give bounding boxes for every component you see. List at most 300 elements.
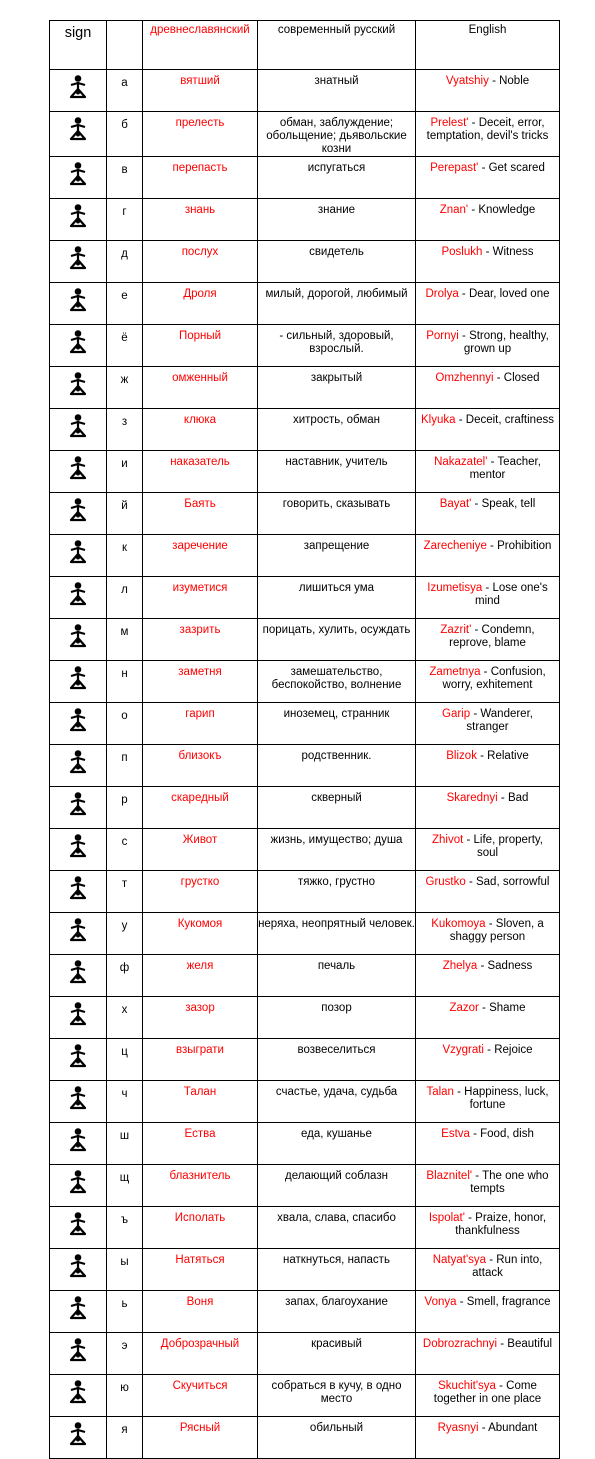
english-cell <box>416 493 560 535</box>
modern-russian-cell: жизнь, имущество; душа <box>258 829 416 871</box>
english-meaning: - Lose one's mind <box>475 582 548 607</box>
english-cell <box>416 157 560 199</box>
english-meaning: - Deceit, craftiness <box>455 414 554 426</box>
old-slavonic-cell: гарип <box>143 703 258 745</box>
table-row <box>50 409 560 451</box>
modern-russian-cell: родственник. <box>258 745 416 787</box>
old-slavonic-cell: Натяться <box>143 1249 258 1291</box>
english-meaning: - Confusion, worry, exhitement <box>442 666 546 691</box>
transliteration: Izumetisya <box>427 582 483 594</box>
english-cell <box>416 829 560 871</box>
modern-russian-cell: наткнуться, напасть <box>258 1249 416 1291</box>
transliteration: Natyat'sya <box>432 1254 487 1266</box>
glyph-zh-icon <box>50 371 106 397</box>
letter-cell: ь <box>107 1291 143 1333</box>
old-slavonic-cell: грустко <box>143 871 258 913</box>
table-row <box>50 283 560 325</box>
english-meaning: - Sadness <box>477 960 533 972</box>
transliteration: Drolya <box>425 288 459 300</box>
transliteration: Skarednyi <box>446 792 498 804</box>
transliteration: Pornyi <box>426 330 459 342</box>
glyph-kh-icon <box>50 1001 106 1027</box>
transliteration: Dobrozrachnyi <box>422 1338 498 1350</box>
english-meaning: - Sad, sorrowful <box>465 876 550 888</box>
glyph-b-icon <box>50 116 106 142</box>
english-cell <box>416 619 560 661</box>
letter-cell: э <box>107 1333 143 1375</box>
letter-cell: р <box>107 787 143 829</box>
modern-russian-cell: знание <box>258 199 416 241</box>
english-cell <box>416 787 560 829</box>
old-slavonic-cell: Исполать <box>143 1207 258 1249</box>
glyph-m-icon <box>50 623 106 649</box>
table-row <box>50 112 560 157</box>
english-meaning: - Food, dish <box>469 1128 534 1140</box>
letter-cell: х <box>107 997 143 1039</box>
header-letter <box>107 21 143 70</box>
modern-russian-cell: делающий соблазн <box>258 1165 416 1207</box>
letter-cell: й <box>107 493 143 535</box>
letter-cell: а <box>107 70 143 112</box>
glyph-shch-icon <box>50 1169 106 1195</box>
sign-cell <box>50 241 107 283</box>
sign-cell <box>50 1291 107 1333</box>
sign-cell <box>50 787 107 829</box>
transliteration: Vyatshiy <box>445 75 489 87</box>
old-slavonic-cell: Баять <box>143 493 258 535</box>
transliteration: Zarecheniye <box>423 540 487 552</box>
modern-russian-cell: закрытый <box>258 367 416 409</box>
transliteration: Blaznitel' <box>426 1170 473 1182</box>
glyph-s-icon <box>50 833 106 859</box>
transliteration: Bayat' <box>439 498 472 510</box>
english-cell <box>416 241 560 283</box>
table-row <box>50 745 560 787</box>
sign-cell <box>50 70 107 112</box>
glyph-eh-icon <box>50 1337 106 1363</box>
sign-cell <box>50 829 107 871</box>
modern-russian-cell: собраться в кучу, в одно место <box>258 1375 416 1417</box>
modern-russian-cell: печаль <box>258 955 416 997</box>
transliteration: Klyuka <box>421 414 456 426</box>
english-meaning: - Smell, fragrance <box>456 1296 551 1308</box>
english-meaning: - Deceit, error, temptation, devil's tricks <box>426 117 549 142</box>
glyph-yery-icon <box>50 1253 106 1279</box>
english-meaning: - Bad <box>497 792 529 804</box>
sign-cell <box>50 997 107 1039</box>
letter-cell: г <box>107 199 143 241</box>
header-modern-russian: современный русский <box>258 21 416 70</box>
table-row <box>50 955 560 997</box>
letter-cell: ж <box>107 367 143 409</box>
sign-cell <box>50 451 107 493</box>
transliteration: Vzygrati <box>442 1044 484 1056</box>
english-cell <box>416 451 560 493</box>
letter-cell: у <box>107 913 143 955</box>
modern-russian-cell: красивый <box>258 1333 416 1375</box>
letter-cell: ш <box>107 1123 143 1165</box>
letter-cell: н <box>107 661 143 703</box>
modern-russian-cell: обман, заблуждение; обольщение; дьявольские козни <box>258 112 416 157</box>
old-slavonic-cell: Порный <box>143 325 258 367</box>
letter-cell: д <box>107 241 143 283</box>
glossary-table <box>49 20 560 1459</box>
letter-cell: ч <box>107 1081 143 1123</box>
english-meaning: - Closed <box>493 372 540 384</box>
modern-russian-cell: замешательство, беспокойство, волнение <box>258 661 416 703</box>
sign-cell <box>50 157 107 199</box>
transliteration: Vonya <box>424 1296 457 1308</box>
table-row <box>50 493 560 535</box>
english-meaning: - Teacher, mentor <box>469 456 541 481</box>
glyph-k-icon <box>50 539 106 565</box>
sign-cell <box>50 1333 107 1375</box>
transliteration: Zhelya <box>442 960 478 972</box>
glyph-hard-icon <box>50 1211 106 1237</box>
english-cell <box>416 112 560 157</box>
letter-cell: ъ <box>107 1207 143 1249</box>
header-english: English <box>416 21 560 70</box>
glyph-d-icon <box>50 245 106 271</box>
letter-cell: ю <box>107 1375 143 1417</box>
modern-russian-cell: тяжко, грустно <box>258 871 416 913</box>
modern-russian-cell: порицать, хулить, осуждать <box>258 619 416 661</box>
old-slavonic-cell: Рясный <box>143 1417 258 1459</box>
table-row <box>50 451 560 493</box>
header-sign: sign <box>50 21 107 70</box>
english-meaning: - Rejoice <box>483 1044 533 1056</box>
sign-cell <box>50 1249 107 1291</box>
english-meaning: - Witness <box>482 246 534 258</box>
english-cell <box>416 535 560 577</box>
transliteration: Prelest' <box>430 117 469 129</box>
sign-cell <box>50 199 107 241</box>
old-slavonic-cell: послух <box>143 241 258 283</box>
english-meaning: - Abundant <box>478 1422 538 1434</box>
modern-russian-cell: лишиться ума <box>258 577 416 619</box>
transliteration: Ispolat' <box>428 1212 465 1224</box>
english-cell <box>416 367 560 409</box>
table-row <box>50 199 560 241</box>
english-cell <box>416 1207 560 1249</box>
letter-cell: щ <box>107 1165 143 1207</box>
transliteration: Zhivot <box>431 834 464 846</box>
transliteration: Kukomoya <box>431 918 486 930</box>
modern-russian-cell: возвеселиться <box>258 1039 416 1081</box>
english-cell <box>416 1081 560 1123</box>
transliteration: Estva <box>441 1128 470 1140</box>
glyph-r-icon <box>50 791 106 817</box>
glyph-n-icon <box>50 665 106 691</box>
transliteration: Grustko <box>425 876 466 888</box>
english-cell <box>416 1123 560 1165</box>
old-slavonic-cell: зазор <box>143 997 258 1039</box>
letter-cell: п <box>107 745 143 787</box>
old-slavonic-cell: клюка <box>143 409 258 451</box>
sign-cell <box>50 283 107 325</box>
english-cell <box>416 325 560 367</box>
letter-cell: и <box>107 451 143 493</box>
modern-russian-cell: милый, дорогой, любимый <box>258 283 416 325</box>
sign-cell <box>50 871 107 913</box>
english-cell <box>416 577 560 619</box>
english-meaning: - Dear, loved one <box>458 288 550 300</box>
old-slavonic-cell: наказатель <box>143 451 258 493</box>
letter-cell: т <box>107 871 143 913</box>
sign-cell <box>50 1207 107 1249</box>
modern-russian-cell: еда, кушанье <box>258 1123 416 1165</box>
old-slavonic-cell: заречение <box>143 535 258 577</box>
english-cell <box>416 1417 560 1459</box>
header-old-slavonic: древнеславянский <box>143 21 258 70</box>
modern-russian-cell: иноземец, странник <box>258 703 416 745</box>
transliteration: Ryasnyi <box>437 1422 479 1434</box>
table-row <box>50 829 560 871</box>
modern-russian-cell: хитрость, обман <box>258 409 416 451</box>
table-row <box>50 1165 560 1207</box>
modern-russian-cell: хвала, слава, спасибо <box>258 1207 416 1249</box>
english-cell <box>416 409 560 451</box>
table-row <box>50 325 560 367</box>
letter-cell: о <box>107 703 143 745</box>
table-row <box>50 997 560 1039</box>
glyph-ts-icon <box>50 1043 106 1069</box>
sign-cell <box>50 367 107 409</box>
old-slavonic-cell: прелесть <box>143 112 258 157</box>
glossary-body <box>50 21 560 1459</box>
table-row <box>50 241 560 283</box>
modern-russian-cell: наставник, учитель <box>258 451 416 493</box>
modern-russian-cell: неряха, неопрятный человек. <box>258 913 416 955</box>
english-cell <box>416 955 560 997</box>
modern-russian-cell: скверный <box>258 787 416 829</box>
sign-cell <box>50 493 107 535</box>
transliteration: Znan' <box>439 204 469 216</box>
english-cell <box>416 1333 560 1375</box>
english-meaning: - Life, property, soul <box>463 834 543 859</box>
sign-cell <box>50 1081 107 1123</box>
english-meaning: - Prohibition <box>486 540 552 552</box>
english-meaning: - Condemn, reprove, blame <box>449 624 535 649</box>
english-cell <box>416 1249 560 1291</box>
sign-cell <box>50 1123 107 1165</box>
table-row <box>50 787 560 829</box>
old-slavonic-cell: желя <box>143 955 258 997</box>
english-cell <box>416 199 560 241</box>
english-cell <box>416 70 560 112</box>
old-slavonic-cell: зазрить <box>143 619 258 661</box>
english-meaning: - Come together in one place <box>433 1380 542 1405</box>
transliteration: Perepast' <box>430 162 479 174</box>
english-meaning: - Sloven, a shaggy person <box>449 918 544 943</box>
english-meaning: - Beautiful <box>497 1338 553 1350</box>
transliteration: Blizok <box>446 750 477 762</box>
letter-cell: ё <box>107 325 143 367</box>
table-row <box>50 157 560 199</box>
letter-cell: з <box>107 409 143 451</box>
old-slavonic-cell: Ества <box>143 1123 258 1165</box>
glyph-t-icon <box>50 875 106 901</box>
glyph-yo-icon <box>50 329 106 355</box>
english-meaning: - Shame <box>478 1002 526 1014</box>
table-row <box>50 367 560 409</box>
sign-cell <box>50 1039 107 1081</box>
transliteration: Zazrit' <box>440 624 472 636</box>
table-row <box>50 1039 560 1081</box>
english-cell <box>416 703 560 745</box>
transliteration: Omzhennyi <box>435 372 494 384</box>
old-slavonic-cell: скаредный <box>143 787 258 829</box>
modern-russian-cell: знатный <box>258 70 416 112</box>
transliteration: Skuchit'sya <box>438 1380 496 1392</box>
old-slavonic-cell: Скучиться <box>143 1375 258 1417</box>
letter-cell: ы <box>107 1249 143 1291</box>
old-slavonic-cell: Живот <box>143 829 258 871</box>
old-slavonic-cell: перепасть <box>143 157 258 199</box>
table-row <box>50 1249 560 1291</box>
english-meaning: - Happiness, luck, fortune <box>453 1086 549 1111</box>
table-row <box>50 1417 560 1459</box>
table-row <box>50 619 560 661</box>
table-row <box>50 1123 560 1165</box>
old-slavonic-cell: Дроля <box>143 283 258 325</box>
transliteration: Garip <box>442 708 471 720</box>
glyph-sh-icon <box>50 1127 106 1153</box>
table-row <box>50 1207 560 1249</box>
modern-russian-cell: говорить, сказывать <box>258 493 416 535</box>
sign-cell <box>50 955 107 997</box>
english-meaning: - Knowledge <box>468 204 536 216</box>
glyph-g-icon <box>50 203 106 229</box>
glyph-l-icon <box>50 581 106 607</box>
modern-russian-cell: испугаться <box>258 157 416 199</box>
header-row <box>50 21 560 70</box>
letter-cell: с <box>107 829 143 871</box>
old-slavonic-cell: вятший <box>143 70 258 112</box>
old-slavonic-cell: взыграти <box>143 1039 258 1081</box>
sign-cell <box>50 112 107 157</box>
letter-cell: е <box>107 283 143 325</box>
glyph-y-icon <box>50 497 106 523</box>
table-row <box>50 1375 560 1417</box>
table-row <box>50 70 560 112</box>
old-slavonic-cell: изуметися <box>143 577 258 619</box>
old-slavonic-cell: близокъ <box>143 745 258 787</box>
english-cell <box>416 1039 560 1081</box>
glyph-ya-icon <box>50 1421 106 1447</box>
transliteration: Talan <box>426 1086 454 1098</box>
modern-russian-cell: счастье, удача, судьба <box>258 1081 416 1123</box>
modern-russian-cell: запрещение <box>258 535 416 577</box>
glyph-z-icon <box>50 413 106 439</box>
old-slavonic-cell: блазнитель <box>143 1165 258 1207</box>
glyph-i-icon <box>50 455 106 481</box>
modern-russian-cell: запах, благоухание <box>258 1291 416 1333</box>
letter-cell: я <box>107 1417 143 1459</box>
glyph-e-icon <box>50 287 106 313</box>
english-cell <box>416 283 560 325</box>
old-slavonic-cell: Воня <box>143 1291 258 1333</box>
letter-cell: ц <box>107 1039 143 1081</box>
english-cell <box>416 1165 560 1207</box>
letter-cell: ф <box>107 955 143 997</box>
sign-cell <box>50 1417 107 1459</box>
english-meaning: - Wanderer, stranger <box>466 708 533 733</box>
sign-cell <box>50 535 107 577</box>
old-slavonic-cell: заметня <box>143 661 258 703</box>
table-row <box>50 1333 560 1375</box>
old-slavonic-cell: Кукомоя <box>143 913 258 955</box>
glyph-f-icon <box>50 959 106 985</box>
glyph-a-icon <box>50 74 106 100</box>
table-row <box>50 913 560 955</box>
old-slavonic-cell: Талан <box>143 1081 258 1123</box>
letter-cell: м <box>107 619 143 661</box>
old-slavonic-cell: омженный <box>143 367 258 409</box>
english-cell <box>416 871 560 913</box>
table-row <box>50 703 560 745</box>
english-meaning: - Get scared <box>478 162 545 174</box>
table-row <box>50 1081 560 1123</box>
english-cell <box>416 997 560 1039</box>
glyph-ch-icon <box>50 1085 106 1111</box>
glyph-yu-icon <box>50 1379 106 1405</box>
english-meaning: - Speak, tell <box>471 498 536 510</box>
glyph-o-icon <box>50 707 106 733</box>
english-meaning: - The one who tempts <box>470 1170 549 1195</box>
transliteration: Zametnya <box>429 666 481 678</box>
sign-cell <box>50 577 107 619</box>
sign-cell <box>50 619 107 661</box>
sign-cell <box>50 661 107 703</box>
english-meaning: - Strong, healthy, grown up <box>458 330 549 355</box>
english-cell <box>416 1291 560 1333</box>
modern-russian-cell: позор <box>258 997 416 1039</box>
english-cell <box>416 745 560 787</box>
modern-russian-cell: обильный <box>258 1417 416 1459</box>
english-cell <box>416 661 560 703</box>
english-cell <box>416 1375 560 1417</box>
sign-cell <box>50 703 107 745</box>
sign-cell <box>50 913 107 955</box>
table-row <box>50 871 560 913</box>
english-cell <box>416 913 560 955</box>
english-meaning: - Praize, honor, thankfulness <box>455 1212 547 1237</box>
sign-cell <box>50 1165 107 1207</box>
english-meaning: - Run into, attack <box>472 1254 543 1279</box>
sign-cell <box>50 1375 107 1417</box>
english-meaning: - Relative <box>476 750 529 762</box>
glyph-soft-icon <box>50 1295 106 1321</box>
table-row <box>50 577 560 619</box>
letter-cell: в <box>107 157 143 199</box>
table-row <box>50 535 560 577</box>
transliteration: Zazor <box>449 1002 479 1014</box>
glyph-u-icon <box>50 917 106 943</box>
transliteration: Poslukh <box>441 246 483 258</box>
table-row <box>50 661 560 703</box>
sign-cell <box>50 409 107 451</box>
letter-cell: л <box>107 577 143 619</box>
glyph-p-icon <box>50 749 106 775</box>
table-row <box>50 1291 560 1333</box>
modern-russian-cell: - сильный, здоровый, взрослый. <box>258 325 416 367</box>
old-slavonic-cell: знань <box>143 199 258 241</box>
letter-cell: к <box>107 535 143 577</box>
sign-cell <box>50 745 107 787</box>
english-meaning: - Noble <box>488 75 530 87</box>
old-slavonic-cell: Доброзрачный <box>143 1333 258 1375</box>
